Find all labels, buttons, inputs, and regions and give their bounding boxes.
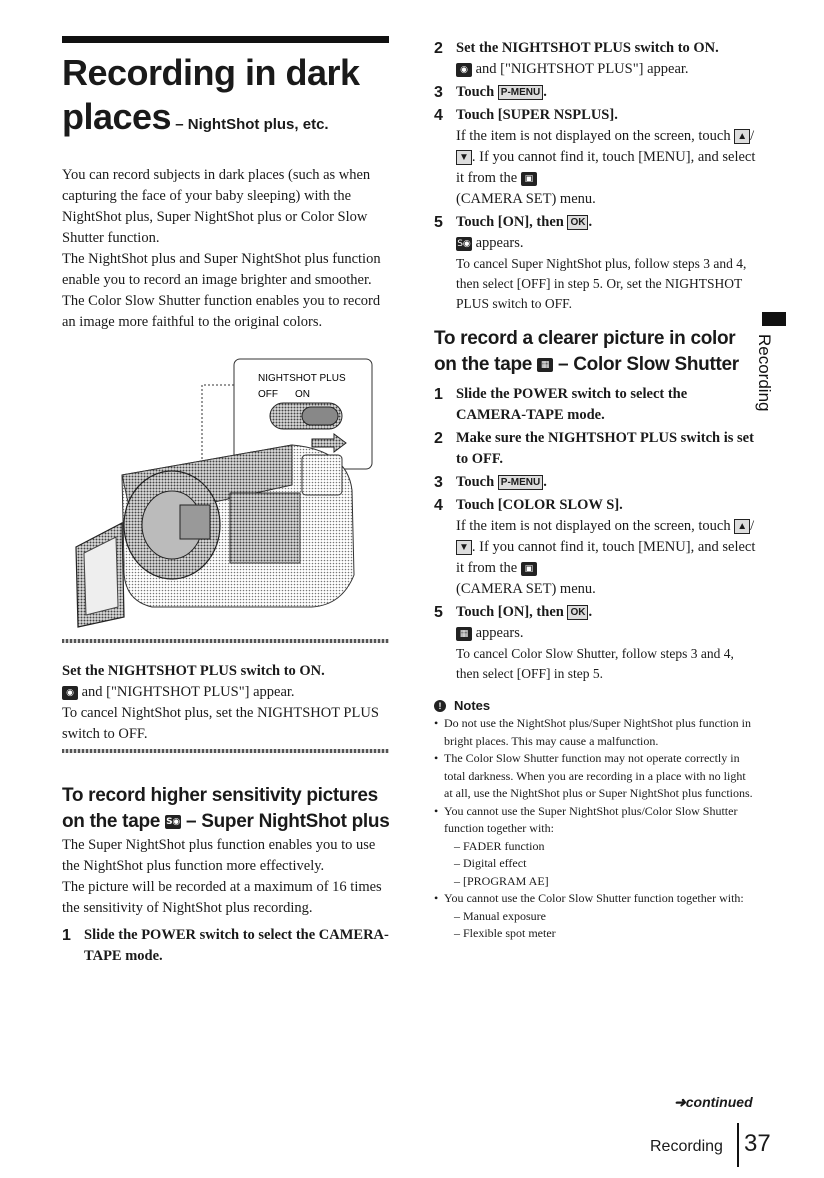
color-slow-heading: To record a clearer picture in color on the tape ▦ – Color Slow Shutter (434, 328, 739, 375)
camera-set-icon: ▣ (521, 172, 537, 186)
pmenu-button: P-MENU (498, 475, 543, 490)
camera-set-icon: ▣ (521, 562, 537, 576)
step-heading: Touch P-MENU . (456, 474, 547, 490)
nightshot-box-heading: Set the NIGHTSHOT PLUS switch to ON. (62, 663, 325, 679)
notes-heading: ! Notes (434, 698, 756, 713)
continued-label: ➜continued (674, 1094, 753, 1110)
super-p2: The picture will be recorded at a maximum of 16 times the sensitivity of NightShot plus recording. (62, 879, 382, 916)
step-number: 2 (434, 40, 443, 57)
switch-label: NIGHTSHOT PLUS (258, 373, 346, 384)
super-p1: The Super NightShot plus function enables you to use the NightShot plus function more effectively. (62, 837, 376, 874)
super-nightshot-section (62, 783, 392, 967)
step-number: 4 (434, 107, 443, 124)
step-cancel: To cancel Color Slow Shutter, follow steps 3 and 4, then select [OFF] in step 5. (456, 646, 734, 681)
camcorder-drawing (62, 355, 389, 635)
step-heading: Touch [SUPER NSPLUS]. (456, 107, 618, 123)
color-step-2 (434, 428, 756, 470)
color-step-1 (434, 384, 756, 426)
ok-button: OK (567, 605, 588, 620)
step-heading: Touch [COLOR SLOW S]. (456, 497, 623, 513)
step-heading: Touch P-MENU . (456, 84, 547, 100)
scroll-up-button: ▲ (734, 129, 750, 144)
note-item: • The Color Slow Shutter function may not operate correctly in total darkness. When you are recording in a place with no light at all, use the NightShot plus or Super NightShot plus functions. (434, 750, 756, 803)
super-step-4 (434, 105, 756, 210)
color-step-4 (434, 495, 756, 600)
scroll-up-button: ▲ (734, 519, 750, 534)
step-number: 2 (434, 430, 443, 447)
scroll-down-button: ▼ (456, 540, 472, 555)
note-subitem: – Manual exposure (454, 908, 546, 923)
step-detail: If the item is not displayed on the screen, touch ▲ /▼ . If you cannot find it, touch [MENU], and select it from the ▣ (CAMERA SET) menu. (456, 128, 756, 207)
step-cancel: To cancel Super NightShot plus, follow steps 3 and 4, then select [OFF] in step 5. Or, set the NIGHTSHOT PLUS switch to OFF. (456, 256, 747, 311)
super-nightshot-heading: To record higher sensitivity pictures on the tape S◉ – Super NightShot plus (62, 785, 390, 832)
step-detail: ▦ appears. (456, 623, 756, 644)
step-heading: Make sure the NIGHTSHOT PLUS switch is set to OFF. (456, 430, 754, 467)
pmenu-button: P-MENU (498, 85, 543, 100)
step-heading: Touch [ON], then OK . (456, 604, 593, 620)
color-step-5 (434, 602, 756, 684)
step-detail: If the item is not displayed on the screen, touch ▲ /▼ . If you cannot find it, touch [MENU], and select it from the ▣ (CAMERA SET) menu. (456, 518, 756, 597)
super-step-2 (434, 38, 756, 80)
super-step-1 (62, 925, 392, 967)
page-number: 37 (744, 1130, 771, 1157)
step-number: 3 (434, 474, 443, 491)
step-number: 5 (434, 214, 443, 231)
right-column (434, 36, 756, 943)
intro (62, 165, 392, 333)
note-item: • You cannot use the Color Slow Shutter function together with: – Manual exposure – Flexible spot meter (434, 890, 756, 943)
note-item: • You cannot use the Super NightShot plus/Color Slow Shutter function together with: – FADER function – Digital effect – [PROGRAM AE] (434, 803, 756, 891)
note-item: • Do not use the NightShot plus/Super NightShot plus function in bright places. This may cause a malfunction. (434, 715, 756, 750)
title-line1: Recording in dark (62, 52, 360, 93)
super-step-5 (434, 212, 756, 314)
left-column (62, 36, 392, 969)
super-step-3 (434, 82, 756, 103)
section-tab-marker (762, 312, 786, 326)
color-step-3 (434, 472, 756, 493)
super-nightshot-icon: S◉ (457, 238, 471, 249)
page-title (62, 51, 392, 147)
note-subitem: – FADER function (454, 838, 545, 853)
title-line2: places – NightShot plus, etc. (62, 96, 329, 137)
step-heading: Set the NIGHTSHOT PLUS switch to ON. (456, 40, 719, 56)
step-number: 3 (434, 84, 443, 101)
step-heading: Touch [ON], then OK . (456, 214, 593, 230)
note-subitem: – [PROGRAM AE] (454, 873, 549, 888)
intro-p2: The NightShot plus and Super NightShot plus function enable you to record an image brighter and smoother. (62, 251, 381, 288)
camcorder-illustration (62, 355, 389, 635)
step-number: 1 (62, 927, 71, 944)
notes-list (434, 715, 756, 943)
notes-icon: ! (434, 700, 446, 712)
step-number: 1 (434, 386, 443, 403)
note-subitem: – Flexible spot meter (454, 926, 556, 940)
step-number: 4 (434, 497, 443, 514)
nightshot-box-appear: ◉ and ["NIGHTSHOT PLUS"] appear. (62, 682, 392, 703)
box-top-rule (62, 639, 389, 643)
intro-p1: You can record subjects in dark places (such as when capturing the face of your baby sleeping) with the NightShot plus, Super NightShot plus or Color Slow Shutter function. (62, 167, 371, 246)
step-detail: S◉ appears. (457, 235, 524, 251)
nightshot-icon: ◉ (62, 686, 78, 700)
nightshot-icon: ◉ (456, 63, 472, 77)
step-number: 5 (434, 604, 443, 621)
footer-divider (737, 1123, 739, 1167)
nightshot-box-cancel: To cancel NightShot plus, set the NIGHTSHOT PLUS switch to OFF. (62, 705, 379, 742)
step-text: Slide the POWER switch to select the CAMERA-TAPE mode. (84, 927, 389, 964)
step-detail: ◉ and ["NIGHTSHOT PLUS"] appear. (456, 59, 756, 80)
footer-section: Recording (650, 1138, 723, 1155)
note-subitem: – Digital effect (454, 856, 527, 870)
switch-off-label: OFF (258, 389, 278, 400)
box-bottom-rule (62, 749, 389, 753)
section-tab-label: Recording (755, 334, 774, 412)
arrow-right-icon: ➜ (674, 1094, 686, 1110)
scroll-down-button: ▼ (456, 150, 472, 165)
title-subtitle: – NightShot plus, etc. (171, 116, 329, 133)
color-slow-icon: ▦ (537, 358, 553, 372)
step-heading: Slide the POWER switch to select the CAMERA-TAPE mode. (456, 386, 688, 423)
ok-button: OK (567, 215, 588, 230)
intro-p3: The Color Slow Shutter function enables you to record an image more faithful to the original colors. (62, 293, 381, 330)
super-nightshot-icon: S◉ (166, 816, 180, 827)
switch-on-label: ON (295, 389, 310, 400)
title-rule (62, 36, 389, 43)
color-slow-icon: ▦ (456, 627, 472, 641)
